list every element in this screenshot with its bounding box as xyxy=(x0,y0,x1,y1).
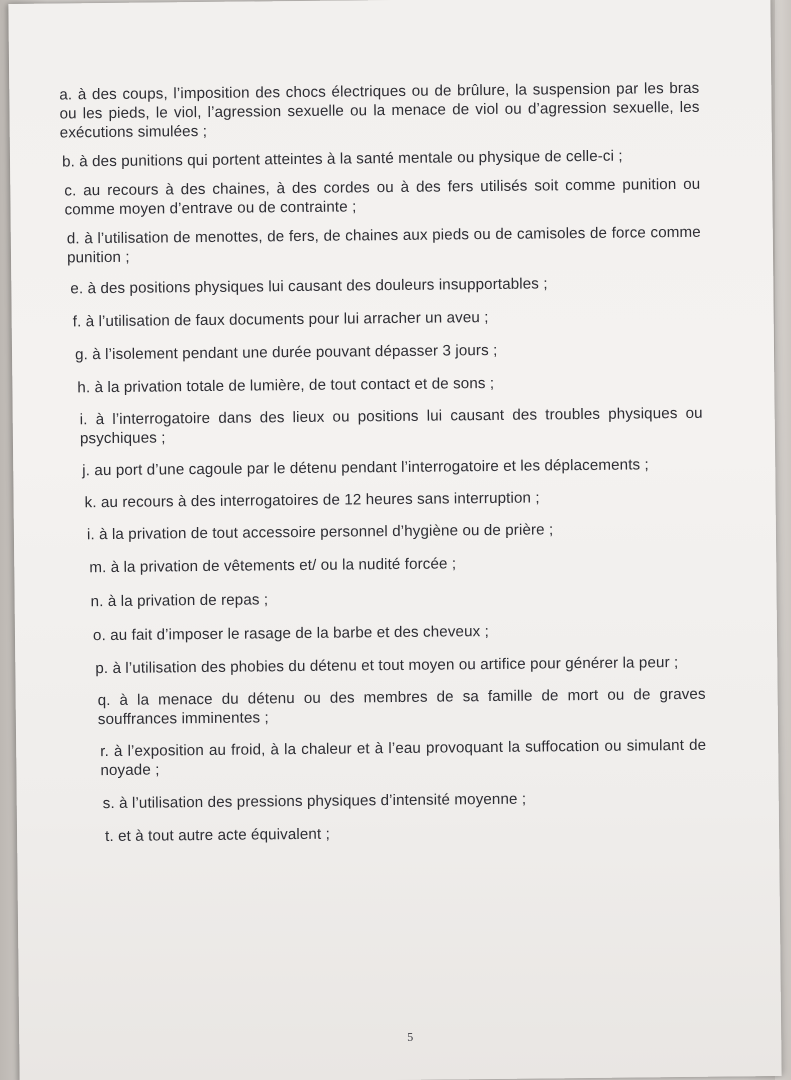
list-item-a: a. à des coups, l’imposition des chocs électriques ou de brûlure, la suspension par les bras ou les pieds, le viol, l’agression sexuelle ou la menace de viol ou d’agression sexuelle, les exécutions simulées ; xyxy=(59,79,700,142)
list-item-d: d. à l’utilisation de menottes, de fers, de chaines aux pieds ou de camisoles de force comme punition ; xyxy=(66,223,701,267)
list-item-t: t. et à tout autre acte équivalent ; xyxy=(105,825,330,846)
list-item-o: o. au fait d’imposer le rasage de la barbe et des cheveux ; xyxy=(92,623,490,645)
list-item-q: q. à la menace du détenu ou des membres de sa famille de mort ou de graves souffrances imminentes ; xyxy=(97,685,706,729)
list-item-i: i. à l’interrogatoire dans des lieux ou positions lui causant des troubles physiques ou psychiques ; xyxy=(79,404,703,448)
item-list xyxy=(59,79,707,847)
page-number: 5 xyxy=(407,1029,414,1044)
list-item-p: p. à l’utilisation des phobies du détenu et tout moyen ou artifice pour générer la peur ; xyxy=(95,654,679,678)
list-item-b: b. à des punitions qui portent atteintes à la santé mentale ou physique de celle-ci ; xyxy=(61,147,623,171)
list-item-e: e. à des positions physiques lui causant des douleurs insupportables ; xyxy=(70,275,548,298)
list-item-s: s. à l’utilisation des pressions physiques d’intensité moyenne ; xyxy=(102,790,527,813)
list-item-h: h. à la privation totale de lumière, de tout contact et de sons ; xyxy=(77,374,495,397)
list-item-j: j. au port d’une cagoule par le détenu pendant l’interrogatoire et les déplacements ; xyxy=(82,456,649,480)
document-page xyxy=(8,0,781,1080)
list-item-g: g. à l’isolement pendant une durée pouvant dépasser 3 jours ; xyxy=(74,341,498,364)
list-item-k: k. au recours à des interrogatoires de 12 heures sans interruption ; xyxy=(84,489,540,512)
list-item-r: r. à l’exposition au froid, à la chaleur et à l’eau provoquant la suffocation ou simulant de noyade ; xyxy=(100,736,707,780)
list-item-n: n. à la privation de repas ; xyxy=(90,591,269,611)
list-item-m: m. à la privation de vêtements et/ ou la nudité forcée ; xyxy=(89,555,457,577)
list-item-f: f. à l’utilisation de faux documents pour lui arracher un aveu ; xyxy=(72,309,489,331)
list-item-l: i. à la privation de tout accessoire personnel d’hygiène ou de prière ; xyxy=(86,521,554,544)
list-item-c: c. au recours à des chaines, à des cordes ou à des fers utilisés soit comme punition ou comme moyen d’entrave ou de contrainte ; xyxy=(64,175,701,219)
